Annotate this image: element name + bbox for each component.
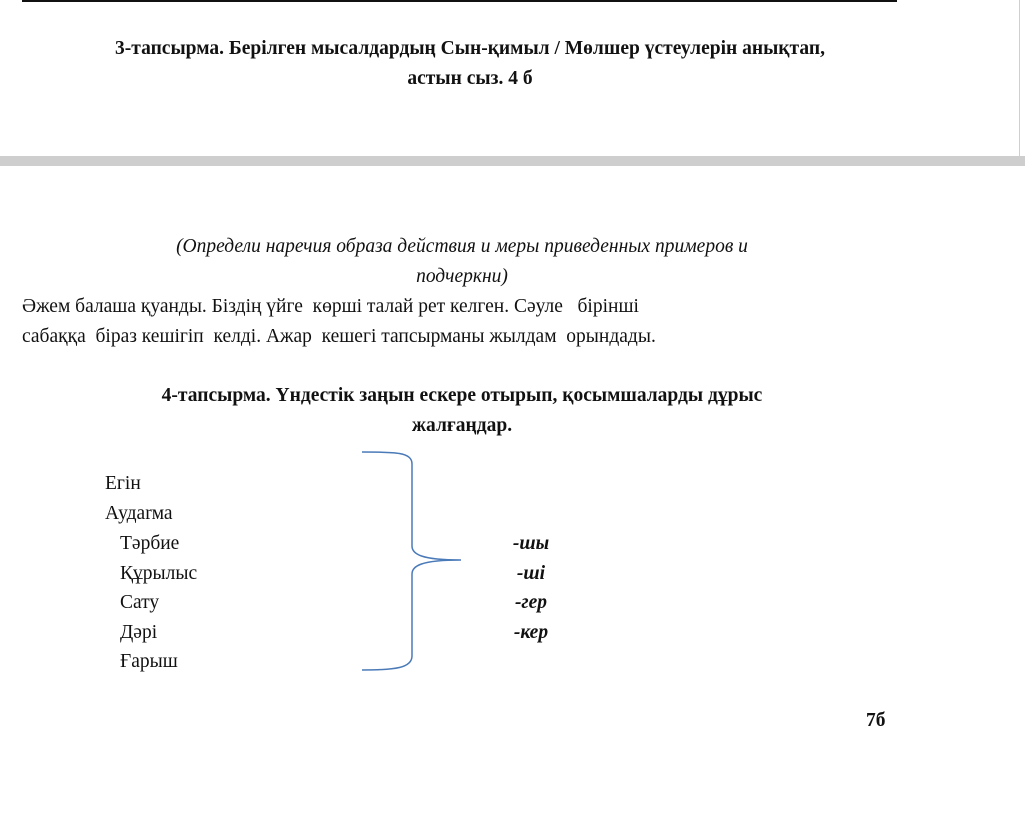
note-line1: (Определи наречия образа действия и меры приведенных примеров и: [176, 236, 748, 257]
paragraph-line1: Әжем балаша қуанды. Біздің үйге көрші талай рет келген. Сәуле бірінші: [22, 296, 639, 317]
score-label: 7б: [866, 710, 886, 731]
brace-stroke: [362, 452, 461, 670]
suffix-item: -шы: [512, 533, 550, 554]
top-rule: [22, 0, 897, 2]
word-item: Аудarма: [105, 503, 173, 524]
task3-heading: [22, 34, 918, 94]
task4-heading: [22, 381, 902, 441]
suffix-item: -ші: [516, 563, 546, 584]
task4-heading-line1: 4-тапсырма. Үндестік заңын ескере отырып, қосымшаларды дұрыс: [161, 385, 763, 406]
paragraph-line2: сабаққа біраз кешігіп келді. Ажар кешегі тапсырманы жылдам орындады.: [22, 326, 656, 347]
word-item: Егін: [105, 473, 141, 494]
suffix-item: -кер: [513, 622, 549, 643]
task3-heading-line1: 3-тапсырма. Берілген мысалдардың Сын-қимыл / Мөлшер үстеулерін анықтап,: [115, 38, 825, 59]
note-line2: подчеркни): [416, 266, 508, 287]
word-item: Тәрбие: [120, 533, 180, 554]
page-separator: [0, 156, 1025, 166]
translation-note: [22, 232, 902, 292]
page-edge: [1019, 0, 1020, 156]
suffix-item: -гер: [514, 592, 548, 613]
task3-heading-line2: астын сыз. 4 б: [407, 68, 533, 89]
word-item: Дәрі: [120, 622, 158, 643]
example-paragraph: [22, 292, 922, 352]
word-item: Ғарыш: [120, 651, 178, 672]
word-item: Құрылыс: [120, 563, 198, 584]
curly-brace-icon: [355, 446, 475, 676]
task4-heading-line2: жалғаңдар.: [411, 415, 513, 436]
word-item: Сату: [120, 592, 160, 613]
